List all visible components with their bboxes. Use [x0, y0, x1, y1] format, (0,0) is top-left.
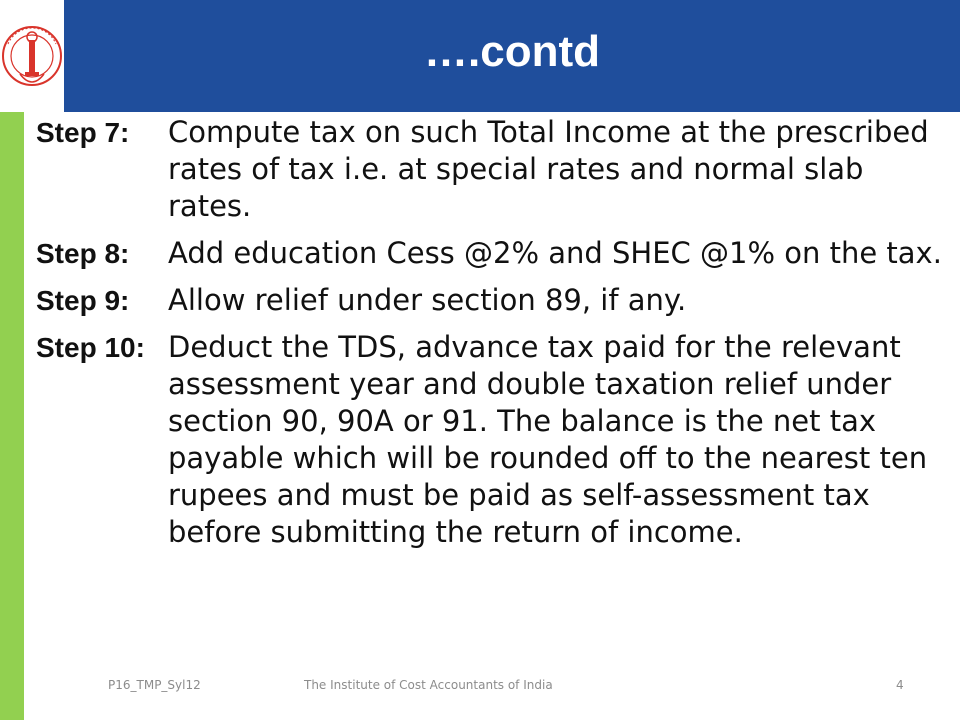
title-bar	[64, 0, 960, 112]
slide-title: ….contd	[424, 27, 600, 76]
step-7-text: Compute tax on such Total Income at the prescribed rates of tax i.e. at special rates and normal slab rates.	[168, 115, 929, 223]
footer-institute: The Institute of Cost Accountants of India	[304, 678, 553, 692]
step-9	[36, 282, 952, 319]
step-8-label: Step 8:	[36, 238, 130, 269]
step-10-label: Step 10:	[36, 332, 145, 363]
side-accent-bar	[0, 112, 24, 720]
step-9-text: Allow relief under section 89, if any.	[168, 283, 687, 317]
footer-page-number: 4	[896, 678, 904, 692]
step-7-label: Step 7:	[36, 117, 130, 148]
institute-logo	[0, 0, 64, 112]
step-10-text: Deduct the TDS, advance tax paid for the relevant assessment year and double taxation relief under section 90, 90A or 91. The balance is the net tax payable which will be rounded off to the nearest ten rupees and must be paid as self-assessment tax before submitting the return of income.	[168, 330, 928, 549]
step-8-text: Add education Cess @2% and SHEC @1% on the tax.	[168, 236, 942, 270]
step-9-label: Step 9:	[36, 285, 130, 316]
step-10	[36, 329, 952, 551]
footer-code: P16_TMP_Syl12	[108, 678, 201, 692]
institute-seal-icon	[0, 0, 64, 112]
step-8	[36, 235, 952, 272]
steps-list	[36, 114, 952, 561]
step-7	[36, 114, 952, 225]
